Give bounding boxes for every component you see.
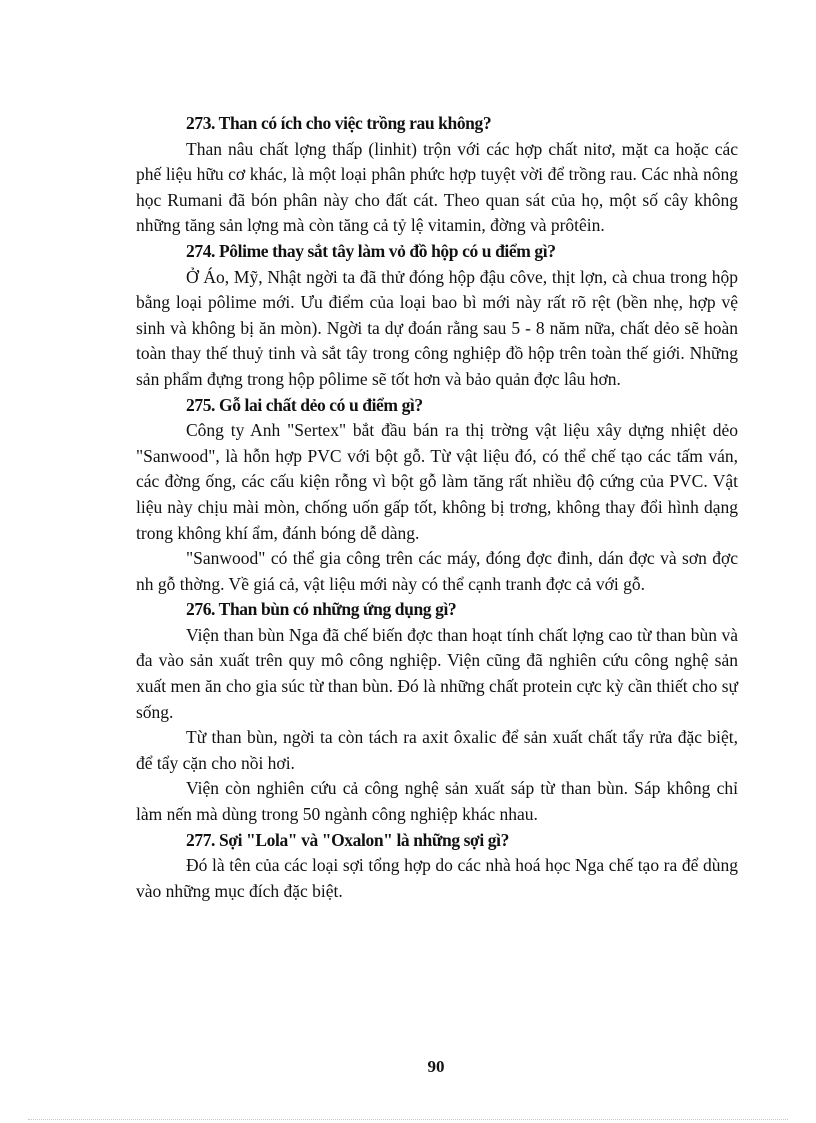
section-heading-276: 276. Than bùn có những ứng dụng gì?	[186, 599, 457, 620]
paragraph: Đó là tên của các loại sợi tổng hợp do các nhà hoá học Nga chế tạo ra để dùng vào những mục đích đặc biệt.	[136, 855, 738, 901]
section-heading-275: 275. Gỗ lai chất dẻo có u điểm gì?	[186, 394, 423, 415]
paragraph: Viện than bùn Nga đã chế biến đợc than hoạt tính chất lợng cao từ than bùn và đa vào sản xuất trên quy mô công nghiệp. Viện cũng đã nghiên cứu công nghệ sản xuất men ăn cho gia súc từ than bùn. Đó là những chất protein cực kỳ cần thiết cho sự sống.	[136, 624, 738, 722]
section-heading-277: 277. Sợi "Lola" và "Oxalon" là những sợi gì?	[186, 829, 509, 850]
paragraph: Ở Áo, Mỹ, Nhật ngời ta đã thử đóng hộp đậu côve, thịt lợn, cà chua trong hộp bằng loại pôlime mới. Ưu điểm của loại bao bì mới này rất rõ rệt (bền nhẹ, hợp vệ sinh và không bị ăn mòn). Ngời ta dự đoán rằng sau 5 - 8 năm nữa, chất dẻo sẽ hoàn toàn thay thế thuỷ tinh và sắt tây trong công nghiệp đồ hộp trên toàn thế giới. Những sản phẩm đựng trong hộp pôlime sẽ tốt hơn và bảo quản đợc lâu hơn.	[136, 266, 738, 389]
paragraph: Than nâu chất lợng thấp (linhit) trộn với các hợp chất nitơ, mặt ca hoặc các phế liệu hữu cơ khác, là một loại phân phức hợp tuyệt vời để trồng rau. Các nhà nông học Rumani đã bón phân này cho đất cát. Theo quan sát của họ, một số cây không những tăng sản lợng mà còn tăng cả tỷ lệ vitamin, đờng và prôtêin.	[136, 138, 738, 236]
paragraph: Công ty Anh "Sertex" bắt đầu bán ra thị trờng vật liệu xây dựng nhiệt dẻo "Sanwood", là hỗn hợp PVC với bột gỗ. Từ vật liệu đó, có thể chế tạo các tấm ván, các đờng ống, các cấu kiện rỗng vì bột gỗ làm tăng rất nhiều độ cứng của PVC. Vật liệu này chịu mài mòn, chống uốn gấp tốt, không bị trơng, không thay đổi hình dạng trong không khí ẩm, đánh bóng dễ dàng.	[136, 420, 738, 543]
page-content	[136, 111, 738, 904]
paragraph: Viện còn nghiên cứu cả công nghệ sản xuất sáp từ than bùn. Sáp không chỉ làm nến mà dùng trong 50 ngành công nghiệp khác nhau.	[136, 778, 738, 825]
section-heading-274: 274. Pôlime thay sắt tây làm vỏ đồ hộp có u điểm gì?	[186, 240, 556, 261]
footer-divider	[28, 1119, 788, 1120]
paragraph: Từ than bùn, ngời ta còn tách ra axit ôxalic để sản xuất chất tẩy rửa đặc biệt, để tẩy cặn cho nồi hơi.	[136, 727, 738, 773]
section-heading-273: 273. Than có ích cho việc trồng rau không?	[186, 113, 492, 133]
page-number: 90	[427, 1057, 445, 1076]
paragraph: "Sanwood" có thể gia công trên các máy, đóng đợc đinh, dán đợc và sơn đợc nh gỗ thờng. Về giá cả, vật liệu mới này có thể cạnh tranh đợc cả với gỗ.	[136, 548, 738, 594]
